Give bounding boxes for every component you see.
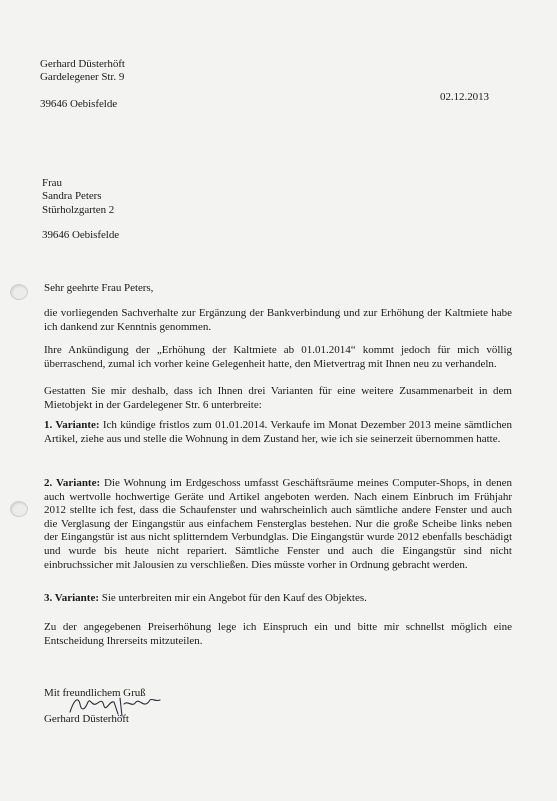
variant-2-text: Die Wohnung im Erdgeschoss umfasst Geschäftsräume meines Computer-Shops, in denen auch wertvolle hochwertige Geräte und Artikel angeboten werden. Nach einem Einbruch im Frühjahr 2012 stellte ich fest, dass die Schaufenster und wahrscheinlich auch sämtliche andere Fenster und auch die Verglasung der Eingangstür aus einfachem Fensterglas bestehen. Nur die große Scheibe links neben der Eingangstür ist aus nicht splitterndem Verbundglas. Die Eingangstür wurde 2012 ebenfalls beschädigt und wurde bis heute nicht repariert. Sämtliche Fenster und auch die Eingangstür sind nicht einbruchssicher mit Jalousien zu verschließen. Dies müsste vorher in Ordnung gebracht werden.: [44, 477, 513, 571]
sender-street: Gardelegener Str. 9: [40, 71, 125, 83]
punch-hole: [10, 284, 28, 300]
paragraph-intro: die vorliegenden Sachverhalte zur Ergänzung der Bankverbindung und zur Erhöhung der Kaltmiete habe ich dankend zur Kenntnis genommen.: [44, 307, 512, 333]
signature-name: Gerhard Düsterhöft: [44, 713, 129, 725]
paragraph-variants-intro: Gestatten Sie mir deshalb, dass ich Ihnen drei Varianten für eine weitere Zusammenarbeit in dem Mietobjekt in der Gardelegener Str. 6 unterbreite:: [44, 385, 512, 411]
variant-3: [44, 592, 512, 606]
variant-2: [44, 477, 512, 572]
variant-3-label: 3. Variante:: [44, 592, 99, 604]
variant-1: [44, 419, 512, 446]
variant-1-label: 1. Variante:: [44, 419, 100, 431]
recipient-city: 39646 Oebisfelde: [42, 229, 120, 241]
paragraph-objection: Zu der angegebenen Preiserhöhung lege ich Einspruch ein und bitte mir schnellst möglich eine Entscheidung Ihrerseits mitzuteilen.: [44, 621, 512, 647]
variant-2-label: 2. Variante:: [44, 477, 101, 489]
variant-3-text: Sie unterbreiten mir ein Angebot für den Kauf des Objektes.: [99, 592, 367, 604]
recipient-salutation: Frau: [42, 177, 62, 189]
variant-1-text: Ich kündige fristlos zum 01.01.2014. Verkaufe im Monat Dezember 2013 meine sämtlichen Artikel, ziehe aus und stelle die Wohnung in dem Zustand her, wie ich sie seinerzeit übernommen hatte.: [44, 419, 513, 445]
sender-city: 39646 Oebisfelde: [40, 98, 118, 110]
paragraph-announcement: Ihre Ankündigung der „Erhöhung der Kaltmiete ab 01.01.2014“ kommt jedoch für mich völlig überraschend, zumal ich vorher keine Gelegenheit hatte, den Mietvertrag mit Ihnen neu zu verhandeln.: [44, 344, 512, 370]
sender-name: Gerhard Düsterhöft: [40, 58, 125, 70]
punch-hole: [10, 501, 28, 517]
recipient-name: Sandra Peters: [42, 190, 102, 202]
greeting: Sehr geehrte Frau Peters,: [44, 282, 154, 294]
recipient-street: Stürholzgarten 2: [42, 204, 115, 216]
letter-date: 02.12.2013: [440, 91, 490, 103]
closing: Mit freundlichem Gruß: [44, 687, 146, 699]
